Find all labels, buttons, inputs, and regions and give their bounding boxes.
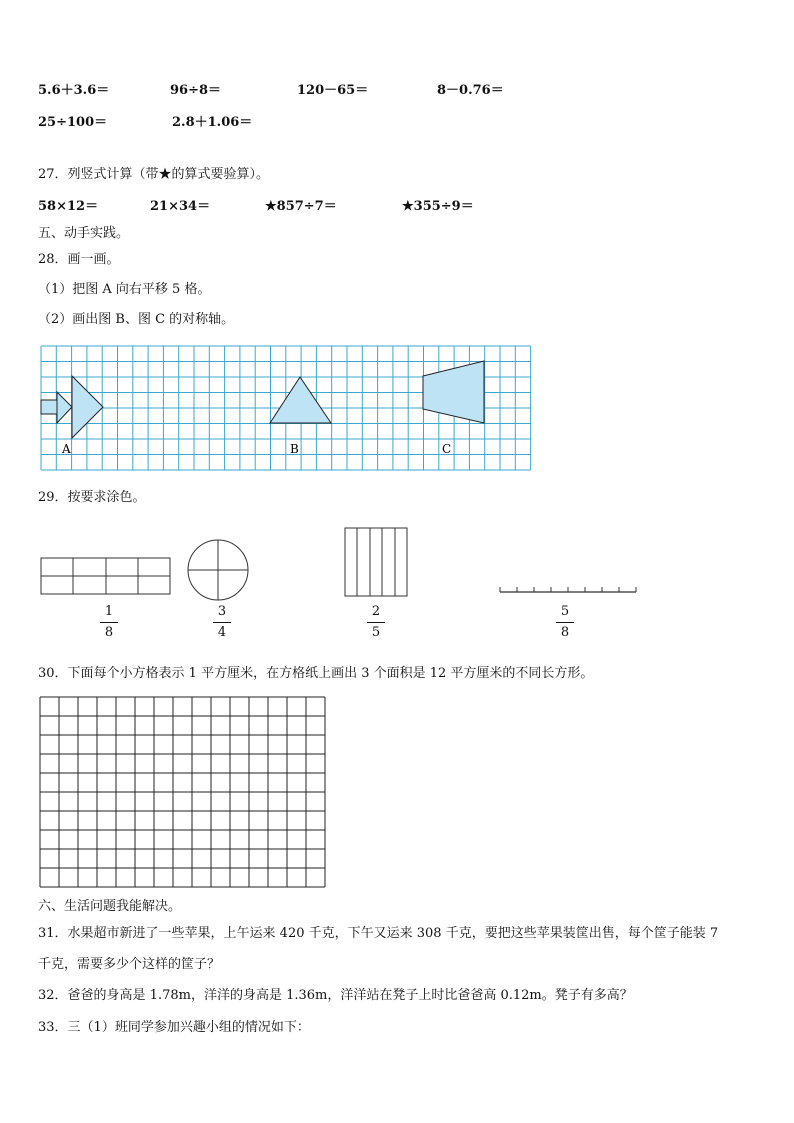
question-29-title: 29．按要求涂色。 — [38, 490, 146, 505]
vertical-calc-item: ★355÷9＝ — [402, 199, 474, 214]
question-31-line-2: 千克，需要多少个这样的筐子？ — [38, 957, 221, 972]
numerator: 3 — [217, 604, 227, 619]
calc-item: 120－65＝ — [297, 83, 369, 98]
numerator: 5 — [560, 604, 570, 619]
question-31-line-1: 31．水果超市新进了一些苹果，上午运来 420 千克，下午又运来 308 千克，要把这些苹果装筐出售，每个筐子能装 7 — [38, 926, 719, 941]
vertical-calc-item: ★857÷7＝ — [265, 199, 337, 214]
q30-grid[interactable] — [40, 697, 325, 887]
calc-item: 2.8＋1.06＝ — [172, 115, 253, 130]
question-30-title: 30．下面每个小方格表示 1 平方厘米，在方格纸上画出 3 个面积是 12 平方厘米的不同长方形。 — [38, 666, 594, 681]
vertical-calc-item: 58×12＝ — [38, 199, 99, 214]
section-heading: 六、生活问题我能解决。 — [38, 899, 182, 914]
question-28-title: 28．画一画。 — [38, 252, 120, 267]
question-33: 33．三（1）班同学参加兴趣小组的情况如下： — [38, 1020, 310, 1035]
calc-item: 96÷8＝ — [170, 83, 222, 98]
figure-c-label: C — [442, 442, 452, 456]
denominator: 4 — [217, 625, 227, 640]
vertical-calc-item: 21×34＝ — [150, 199, 211, 214]
denominator: 8 — [560, 625, 570, 640]
question-32: 32．爸爸的身高是 1.78m，洋洋的身高是 1.36m，洋洋站在凳子上时比爸爸高 0.12m。凳子有多高？ — [38, 988, 633, 1003]
denominator: 8 — [104, 625, 114, 640]
question-28-part-1: （1）把图 A 向右平移 5 格。 — [38, 282, 211, 297]
section-heading: 五、动手实践。 — [38, 226, 130, 241]
figure-b-label: B — [290, 442, 299, 456]
question-28-part-2: （2）画出图 B、图 C 的对称轴。 — [38, 312, 235, 327]
numerator: 2 — [371, 604, 381, 619]
calc-item: 8－0.76＝ — [437, 83, 504, 98]
question-27-title: 27．列竖式计算（带★的算式要验算）。 — [38, 167, 270, 182]
figure-a-label: A — [62, 442, 71, 456]
calc-item: 5.6＋3.6＝ — [38, 83, 110, 98]
denominator: 5 — [371, 625, 381, 640]
numerator: 1 — [104, 604, 114, 619]
calc-item: 25÷100＝ — [38, 115, 108, 130]
